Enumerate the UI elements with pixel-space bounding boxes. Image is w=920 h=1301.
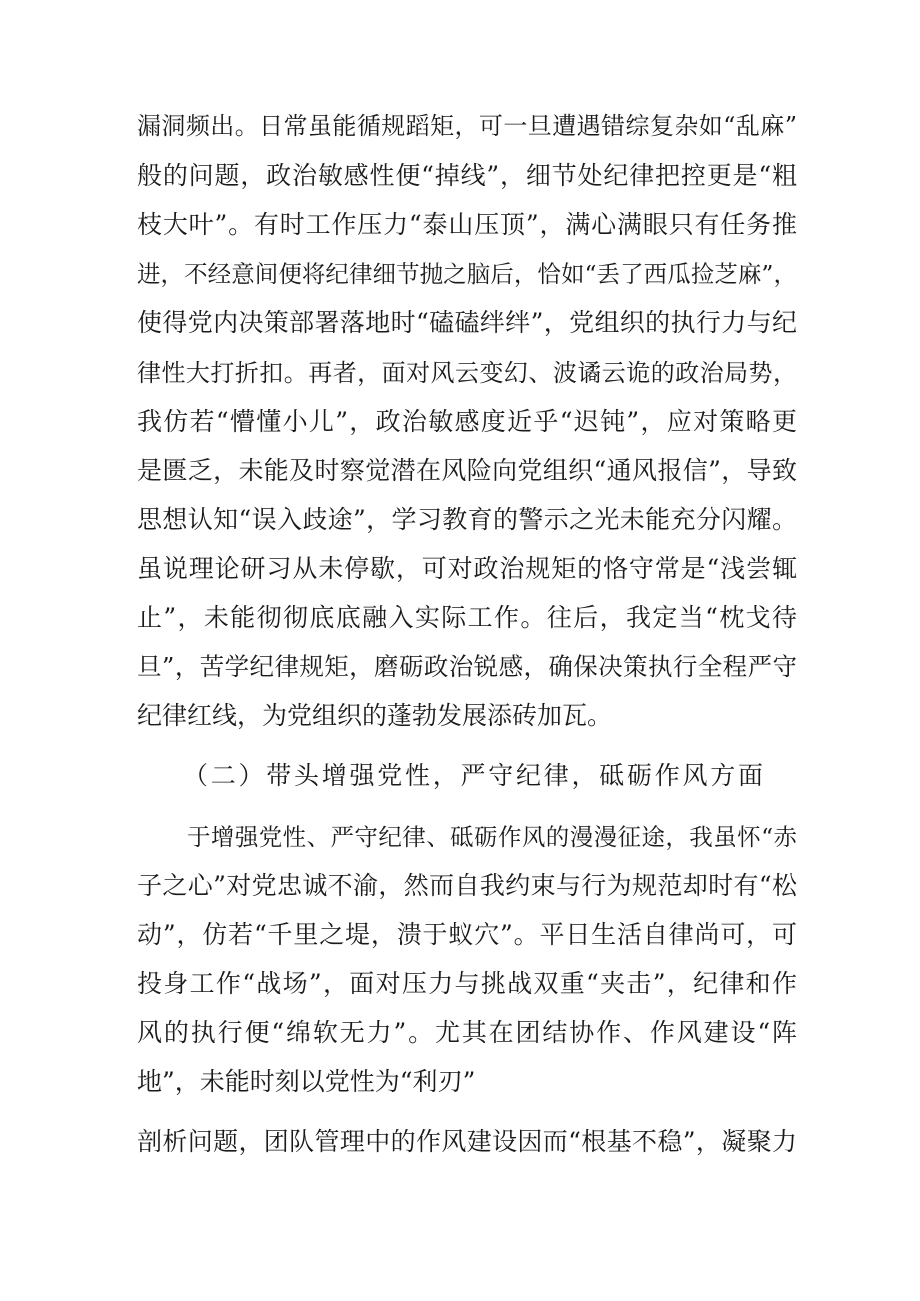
- paragraph1-line-5: 使得党内决策部署落地时“磕磕绊绊”，党组织的执行力与纪: [137, 308, 797, 337]
- paragraph1-line-1: 漏洞频出。日常虽能循规蹈矩，可一旦遭遇错综复杂如“乱麻”: [137, 112, 797, 140]
- paragraph1-line-6: 律性大打折扣。再者，面对风云变幻、波谲云诡的政治局势，: [137, 359, 797, 387]
- paragraph2-line-4: 投身工作“战场”，面对压力与挑战双重“夹击”，纪律和作: [137, 969, 797, 998]
- paragraph1-line-10: 虽说理论研习从未停歇，可对政治规矩的恪守常是“浅尝辄: [137, 554, 797, 583]
- paragraph2-line-5: 风的执行便“绵软无力”。尤其在团结协作、作风建设“阵: [137, 1018, 797, 1047]
- paragraph2-line-1: 于增强党性、严守纪律、砥砺作风的漫漫征途，我虽怀“赤: [187, 823, 797, 851]
- paragraph1-line-13: 纪律红线，为党组织的蓬勃发展添砖加瓦。: [137, 701, 613, 730]
- paragraph1-line-3: 枝大叶”。有时工作压力“泰山压顶”，满心满眼只有任务推: [137, 210, 797, 239]
- paragraph2-line-3: 动”，仿若“千里之堤，溃于蚁穴”。平日生活自律尚可，可: [137, 920, 797, 949]
- paragraph1-line-2: 般的问题，政治敏感性便“掉线”，细节处纪律把控更是“粗: [137, 161, 797, 190]
- paragraph3-line-1: 剖析问题，团队管理中的作风建设因而“根基不稳”，凝聚力: [137, 1127, 797, 1156]
- paragraph1-line-12: 旦”，苦学纪律规矩，磨砺政治锐感，确保决策执行全程严守: [137, 652, 797, 681]
- paragraph1-line-8: 是匮乏，未能及时察觉潜在风险向党组织“通风报信”，导致: [137, 456, 797, 485]
- paragraph1-line-4: 进，不经意间便将纪律细节抛之脑后，恰如“丢了西瓜捡芝麻”，: [137, 260, 797, 288]
- paragraph1-line-9: 思想认知“误入歧途”，学习教育的警示之光未能充分闪耀。: [137, 505, 797, 534]
- paragraph2-line-6: 地”，未能时刻以党性为“利刃”: [137, 1067, 476, 1096]
- paragraph2-line-2: 子之心”对党忠诚不渝，然而自我约束与行为规范却时有“松: [137, 871, 797, 900]
- paragraph1-line-7: 我仿若“懵懂小儿”，政治敏感度近乎“迟钝”，应对策略更: [137, 407, 797, 436]
- section-heading: （二）带头增强党性，严守纪律，砥砺作风方面: [183, 761, 763, 790]
- paragraph1-line-11: 止”，未能彻彻底底融入实际工作。往后，我定当“枕戈待: [137, 603, 797, 632]
